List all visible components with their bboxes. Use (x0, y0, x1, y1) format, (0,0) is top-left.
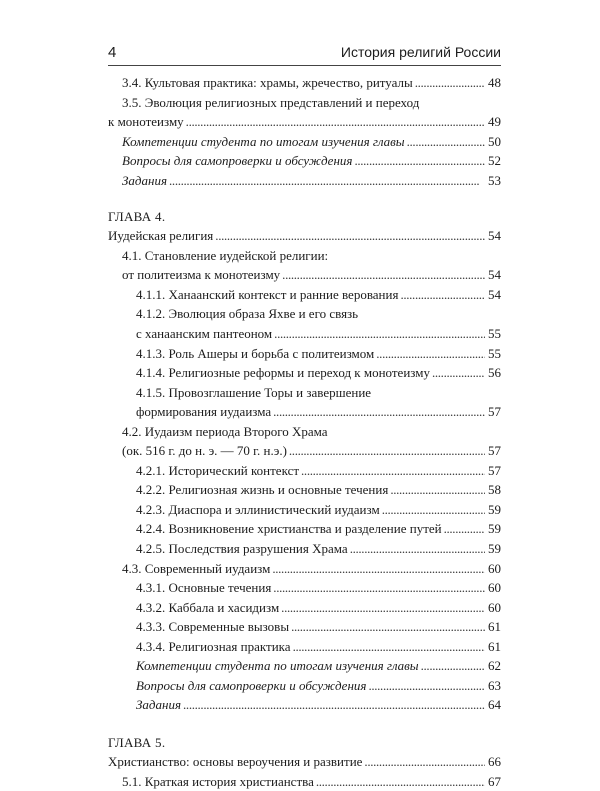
running-title: История религий России (341, 44, 501, 60)
toc-entry-4-1-4[interactable]: 4.1.4. Религиозные реформы и переход к монотеизму . . . 56 (108, 363, 501, 383)
toc-entry-4-2-2[interactable]: 4.2.2. Религиозная жизнь и основные течения . . . 58 (108, 480, 501, 500)
toc-entry-3-5-cont[interactable]: к монотеизму . . . 49 (108, 112, 501, 132)
dot-leader (272, 559, 485, 579)
table-of-contents (108, 73, 501, 791)
page-ref: 50 (487, 132, 501, 152)
page-ref: 55 (487, 324, 501, 344)
chapter-4-heading: ГЛАВА 4. (108, 207, 501, 226)
page-ref: 59 (487, 519, 501, 539)
page-ref: 54 (487, 226, 501, 246)
toc-entry-competencies-3[interactable]: Компетенции студента по итогам изучения главы . . . 50 (108, 132, 501, 152)
page-ref: 58 (487, 480, 501, 500)
dot-leader (415, 73, 485, 93)
toc-entry-4-1-3[interactable]: 4.1.3. Роль Ашеры и борьба с политеизмом . . . 55 (108, 344, 501, 364)
toc-entry-5-1[interactable]: 5.1. Краткая история христианства . . . 67 (108, 772, 501, 791)
toc-entry-4-2[interactable]: 4.2. Иудаизм периода Второго Храма (108, 422, 501, 442)
page-ref: 57 (487, 441, 501, 461)
toc-entry-tasks-4[interactable]: Задания . . . 64 (108, 695, 501, 715)
toc-entry-4-1-cont[interactable]: от политеизма к монотеизму . . . 54 (108, 265, 501, 285)
page-ref: 53 (487, 171, 501, 191)
chapter-5-heading: ГЛАВА 5. (108, 733, 501, 752)
toc-entry-tasks-3[interactable]: Задания . . . 53 (108, 171, 501, 191)
toc-entry-questions-4[interactable]: Вопросы для самопроверки и обсуждения . . . 63 (108, 676, 501, 696)
toc-entry-4-2-4[interactable]: 4.2.4. Возникновение христианства и разделение путей . . . 59 (108, 519, 501, 539)
toc-entry-4-1-1[interactable]: 4.1.1. Ханаанский контекст и ранние верования . . . 54 (108, 285, 501, 305)
toc-entry-4-3-1[interactable]: 4.3.1. Основные течения . . . 60 (108, 578, 501, 598)
dot-leader (274, 324, 485, 344)
toc-entry-4-2-cont[interactable]: (ок. 516 г. до н. э. — 70 г. н.э.) . . . 57 (108, 441, 501, 461)
page-ref: 54 (487, 285, 501, 305)
dot-leader (350, 539, 485, 559)
page-ref: 56 (487, 363, 501, 383)
toc-entry-4-3-4[interactable]: 4.3.4. Религиозная практика . . . 61 (108, 637, 501, 657)
dot-leader (364, 752, 485, 772)
toc-entry-4-1-2[interactable]: 4.1.2. Эволюция образа Яхве и его связь (108, 304, 501, 324)
page-ref: 59 (487, 500, 501, 520)
toc-entry-4-2-1[interactable]: 4.2.1. Исторический контекст . . . 57 (108, 461, 501, 481)
dot-leader (407, 132, 485, 152)
page-ref: 66 (487, 752, 501, 772)
dot-leader (316, 772, 485, 791)
dot-leader (169, 171, 485, 191)
page-header (108, 42, 501, 66)
dot-leader (291, 617, 485, 637)
dot-leader (273, 578, 485, 598)
page-ref: 61 (487, 617, 501, 637)
page-ref: 61 (487, 637, 501, 657)
page-ref: 48 (487, 73, 501, 93)
toc-entry-4-1-5-cont[interactable]: формирования иудаизма . . . 57 (108, 402, 501, 422)
toc-entry-4-3-2[interactable]: 4.3.2. Каббала и хасидизм . . . 60 (108, 598, 501, 618)
toc-entry-questions-3[interactable]: Вопросы для самопроверки и обсуждения . . . 52 (108, 151, 501, 171)
toc-entry-4-1[interactable]: 4.1. Становление иудейской религии: (108, 246, 501, 266)
page-ref: 67 (487, 772, 501, 791)
toc-entry-4-1-5[interactable]: 4.1.5. Провозглашение Торы и завершение (108, 383, 501, 403)
toc-chapter-5-title[interactable]: Христианство: основы вероучения и развитие . . . 66 (108, 752, 501, 772)
dot-leader (186, 112, 485, 132)
page-ref: 64 (487, 695, 501, 715)
dot-leader (382, 500, 485, 520)
page-ref: 62 (487, 656, 501, 676)
dot-leader (421, 656, 485, 676)
page-ref: 55 (487, 344, 501, 364)
dot-leader (215, 226, 485, 246)
page-ref: 60 (487, 578, 501, 598)
dot-leader (368, 676, 485, 696)
dot-leader (432, 363, 485, 383)
page-ref: 59 (487, 539, 501, 559)
page-ref: 63 (487, 676, 501, 696)
toc-entry-3-5[interactable]: 3.5. Эволюция религиозных представлений и переход (108, 93, 501, 113)
page-ref: 60 (487, 598, 501, 618)
dot-leader (273, 402, 485, 422)
page-number: 4 (108, 44, 116, 61)
page-ref: 54 (487, 265, 501, 285)
toc-entry-4-3[interactable]: 4.3. Современный иудаизм . . . 60 (108, 559, 501, 579)
dot-leader (376, 344, 485, 364)
toc-entry-4-2-5[interactable]: 4.2.5. Последствия разрушения Храма . . . 59 (108, 539, 501, 559)
dot-leader (400, 285, 485, 305)
dot-leader (354, 151, 485, 171)
toc-entry-4-1-2-cont[interactable]: с ханаанским пантеоном . . . 55 (108, 324, 501, 344)
page-ref: 57 (487, 402, 501, 422)
toc-entry-competencies-4[interactable]: Компетенции студента по итогам изучения главы . . . 62 (108, 656, 501, 676)
dot-leader (444, 519, 485, 539)
header-rule (108, 65, 501, 66)
toc-entry-4-3-3[interactable]: 4.3.3. Современные вызовы . . . 61 (108, 617, 501, 637)
toc-chapter-4-title[interactable]: Иудейская религия . . . 54 (108, 226, 501, 246)
toc-entry-4-2-3[interactable]: 4.2.3. Диаспора и эллинистический иудаизм . . . 59 (108, 500, 501, 520)
page-ref: 49 (487, 112, 501, 132)
dot-leader (301, 461, 485, 481)
dot-leader (281, 598, 485, 618)
page-ref: 52 (487, 151, 501, 171)
page-ref: 60 (487, 559, 501, 579)
toc-entry-3-4[interactable]: 3.4. Культовая практика: храмы, жречество, ритуалы . . . 48 (108, 73, 501, 93)
dot-leader (289, 441, 485, 461)
dot-leader (293, 637, 485, 657)
dot-leader (282, 265, 485, 285)
dot-leader (183, 695, 485, 715)
page-ref: 57 (487, 461, 501, 481)
dot-leader (390, 480, 485, 500)
